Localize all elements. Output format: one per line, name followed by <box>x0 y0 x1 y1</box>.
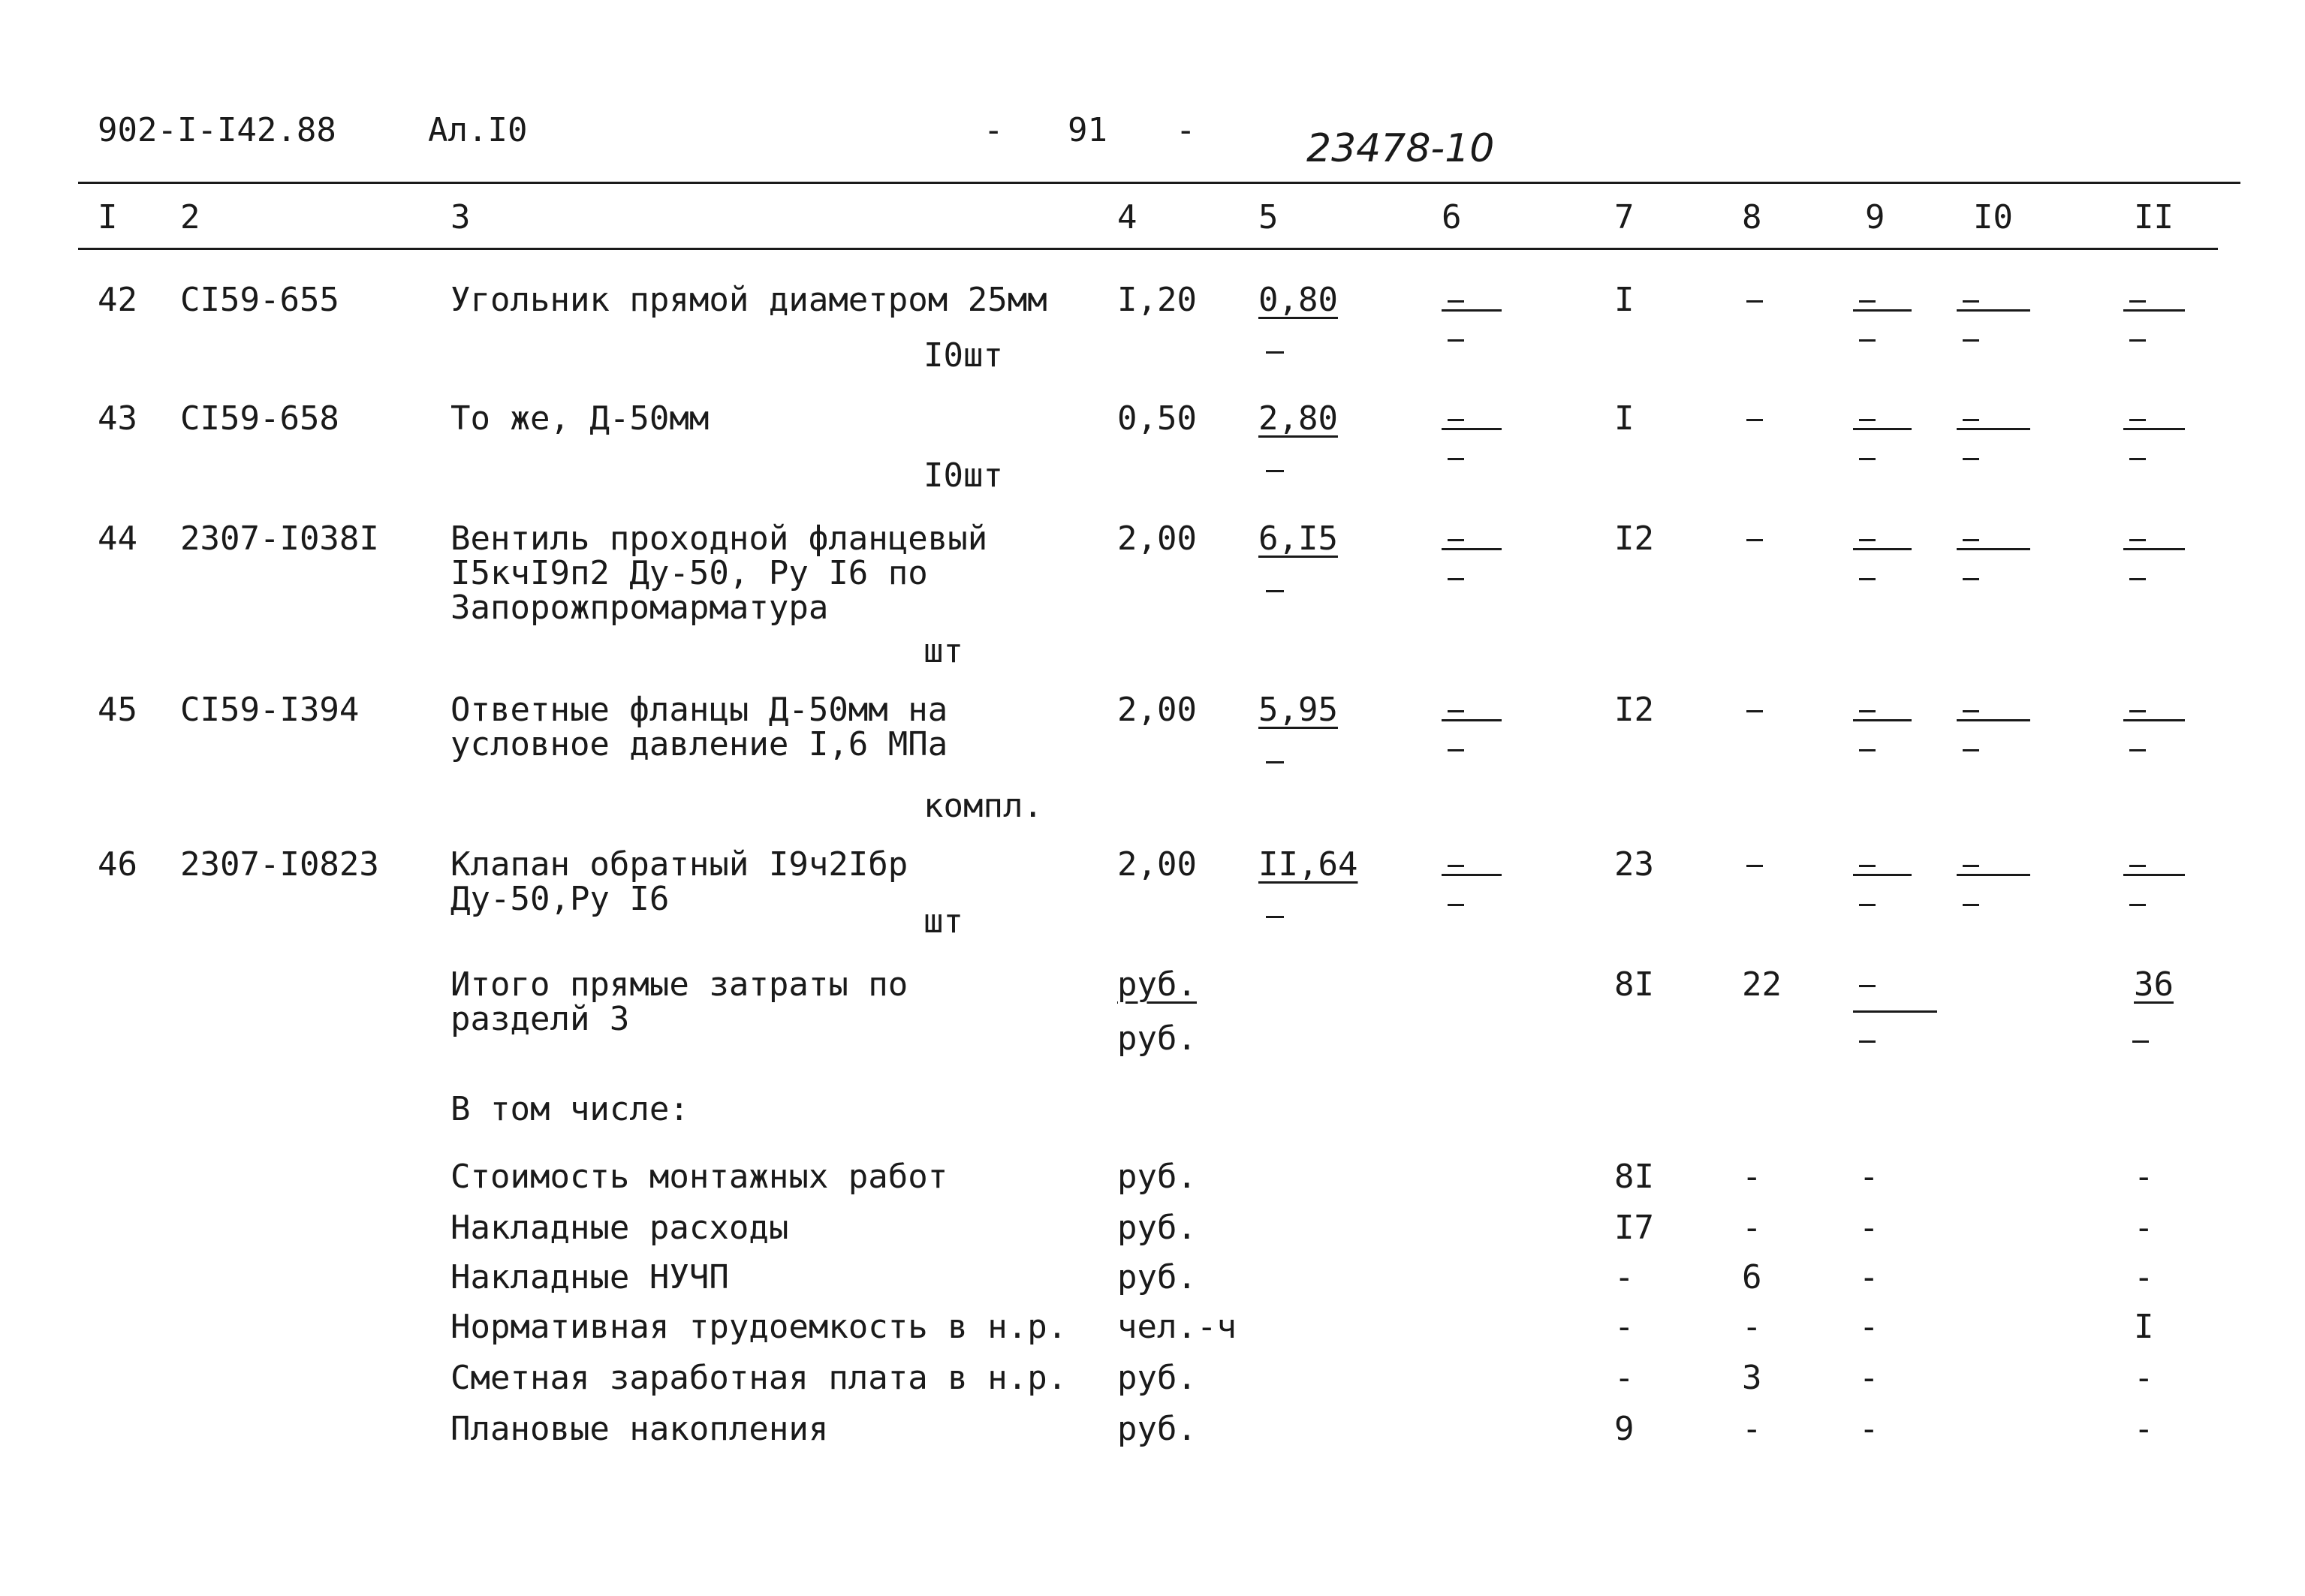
row-number: 43 <box>98 399 137 438</box>
row-col7: I2 <box>1614 691 1654 729</box>
summary-unit: руб. <box>1117 1359 1197 1397</box>
total-unit-bottom: руб. <box>1117 1019 1197 1058</box>
summary-unit: руб. <box>1117 1158 1197 1196</box>
col6-mark-top <box>1448 419 1464 421</box>
column-header-11: II <box>2134 198 2174 236</box>
col6-mark-bottom <box>1448 904 1464 906</box>
row-quantity: 2,00 <box>1117 519 1197 558</box>
row-col7: 23 <box>1614 845 1654 884</box>
total-unit-top: руб. <box>1117 965 1197 1004</box>
summary-col7: I7 <box>1614 1209 1654 1247</box>
row-col7: I <box>1614 399 1635 438</box>
col10-mark-top <box>1963 710 1979 712</box>
column-header-1: I <box>98 198 118 236</box>
summary-label: Накладные расходы <box>450 1209 789 1247</box>
row-unit: I0шт <box>924 336 1003 375</box>
row-code: 2307-I0823 <box>180 845 379 884</box>
col6-mark-bottom <box>1448 339 1464 342</box>
col6-mark-bottom <box>1448 578 1464 580</box>
summary-col9: - <box>1859 1258 1879 1296</box>
summary-label: Нормативная трудоемкость в н.р. <box>450 1308 1068 1346</box>
col6-mark-top <box>1448 300 1464 303</box>
col9-mark-line <box>1853 874 1912 876</box>
col6-mark-line <box>1442 548 1502 550</box>
col9-mark-line <box>1853 309 1912 312</box>
total-col9-line <box>1853 1010 1937 1013</box>
col6-mark-bottom <box>1448 749 1464 751</box>
col9-mark-top <box>1859 865 1876 867</box>
col9-mark-bottom <box>1859 339 1876 342</box>
col9-mark-bottom <box>1859 904 1876 906</box>
row-col8-dash <box>1746 539 1763 541</box>
handwritten-number: 23478-10 <box>1306 126 1495 171</box>
total-label-line: Итого прямые затраты по <box>450 965 908 1004</box>
row-description-line: I5кчI9п2 Ду-50, Ру I6 по <box>450 554 928 592</box>
col9-mark-line <box>1853 428 1912 430</box>
row-price-denominator-dash <box>1266 470 1284 472</box>
row-price: 5,95 <box>1258 691 1338 729</box>
col10-mark-top <box>1963 300 1979 303</box>
row-price: 6,I5 <box>1258 519 1338 558</box>
header-bottom-rule <box>78 248 2218 250</box>
row-number: 44 <box>98 519 137 558</box>
row-code: CI59-655 <box>180 281 339 319</box>
col11-mark-bottom <box>2129 339 2146 342</box>
row-code: 2307-I038I <box>180 519 379 558</box>
row-price: 2,80 <box>1258 399 1338 438</box>
col6-mark-top <box>1448 710 1464 712</box>
row-description-line: Запорожпромарматура <box>450 589 829 627</box>
row-quantity: I,20 <box>1117 281 1197 319</box>
col9-mark-bottom <box>1859 578 1876 580</box>
row-description-line: Клапан обратный I9ч2Iбр <box>450 845 908 884</box>
col11-mark-line <box>2123 874 2185 876</box>
row-code: CI59-I394 <box>180 691 360 729</box>
header-top-rule <box>78 182 2240 184</box>
summary-col11: I <box>2134 1308 2154 1346</box>
col11-mark-line <box>2123 309 2185 312</box>
summary-unit: руб. <box>1117 1209 1197 1247</box>
col10-mark-bottom <box>1963 578 1979 580</box>
row-number: 46 <box>98 845 137 884</box>
row-description-line: Ответные фланцы Д-50мм на <box>450 691 948 729</box>
summary-unit: руб. <box>1117 1258 1197 1296</box>
col9-mark-top <box>1859 419 1876 421</box>
summary-col11: - <box>2134 1410 2154 1448</box>
col6-mark-line <box>1442 719 1502 721</box>
summary-col8: - <box>1742 1308 1762 1346</box>
col10-mark-line <box>1957 548 2030 550</box>
total-col7: 8I <box>1614 965 1654 1004</box>
row-unit: компл. <box>924 787 1043 825</box>
row-price: 0,80 <box>1258 281 1338 319</box>
summary-col9: - <box>1859 1158 1879 1196</box>
summary-col8: 6 <box>1742 1258 1762 1296</box>
summary-col8: 3 <box>1742 1359 1762 1397</box>
summary-col7: - <box>1614 1258 1635 1296</box>
column-header-9: 9 <box>1865 198 1885 236</box>
col11-mark-line <box>2123 719 2185 721</box>
col6-mark-bottom <box>1448 458 1464 460</box>
summary-label: Плановые накопления <box>450 1410 829 1448</box>
total-col9-bottom <box>1859 1040 1876 1043</box>
summary-unit: чел.-ч <box>1117 1308 1237 1346</box>
summary-col9: - <box>1859 1308 1879 1346</box>
col9-mark-line <box>1853 719 1912 721</box>
col6-mark-top <box>1448 539 1464 541</box>
summary-label: Стоимость монтажных работ <box>450 1158 948 1196</box>
col11-mark-top <box>2129 419 2146 421</box>
row-col8-dash <box>1746 300 1763 303</box>
col11-mark-top <box>2129 300 2146 303</box>
including-label: В том числе: <box>450 1090 689 1128</box>
row-number: 42 <box>98 281 137 319</box>
summary-label: Сметная заработная плата в н.р. <box>450 1359 1068 1397</box>
row-price-denominator-dash <box>1266 351 1284 354</box>
summary-col11: - <box>2134 1258 2154 1296</box>
col11-mark-top <box>2129 539 2146 541</box>
row-price: II,64 <box>1258 845 1358 884</box>
row-description-line: условное давление I,6 МПа <box>450 725 948 763</box>
row-description-line: Ду-50,Ру I6 <box>450 880 670 918</box>
column-header-7: 7 <box>1614 198 1635 236</box>
summary-col9: - <box>1859 1209 1879 1247</box>
col11-mark-bottom <box>2129 749 2146 751</box>
row-col8-dash <box>1746 710 1763 712</box>
row-unit: шт <box>924 902 963 941</box>
row-number: 45 <box>98 691 137 729</box>
summary-col9: - <box>1859 1359 1879 1397</box>
col11-mark-bottom <box>2129 458 2146 460</box>
col11-mark-top <box>2129 710 2146 712</box>
col10-mark-top <box>1963 865 1979 867</box>
col6-mark-line <box>1442 874 1502 876</box>
total-label-line: разделй 3 <box>450 1000 630 1038</box>
row-description-line: То же, Д-50мм <box>450 399 710 438</box>
col10-mark-line <box>1957 309 2030 312</box>
page-dash-right: - <box>1176 111 1196 149</box>
row-price-denominator-dash <box>1266 916 1284 918</box>
row-description-line: Вентиль проходной фланцевый <box>450 519 988 558</box>
col11-mark-line <box>2123 548 2185 550</box>
summary-unit: руб. <box>1117 1410 1197 1448</box>
row-quantity: 2,00 <box>1117 845 1197 884</box>
row-col8-dash <box>1746 865 1763 867</box>
row-price-denominator-dash <box>1266 761 1284 763</box>
col10-mark-line <box>1957 428 2030 430</box>
document-code: 902-I-I42.88 <box>98 111 336 149</box>
col9-mark-line <box>1853 548 1912 550</box>
row-col7: I <box>1614 281 1635 319</box>
column-header-6: 6 <box>1442 198 1462 236</box>
col6-mark-line <box>1442 428 1502 430</box>
sheet-number: Ал.I0 <box>428 111 528 149</box>
summary-col8: - <box>1742 1410 1762 1448</box>
col9-mark-top <box>1859 300 1876 303</box>
col11-mark-top <box>2129 865 2146 867</box>
col10-mark-bottom <box>1963 749 1979 751</box>
col10-mark-top <box>1963 419 1979 421</box>
col10-mark-top <box>1963 539 1979 541</box>
col9-mark-bottom <box>1859 458 1876 460</box>
page-number: 91 <box>1068 111 1107 149</box>
col9-mark-top <box>1859 539 1876 541</box>
summary-col7: 9 <box>1614 1410 1635 1448</box>
summary-label: Накладные НУЧП <box>450 1258 729 1296</box>
col6-mark-line <box>1442 309 1502 312</box>
column-header-2: 2 <box>180 198 200 236</box>
col10-mark-line <box>1957 719 2030 721</box>
col6-mark-top <box>1448 865 1464 867</box>
row-quantity: 2,00 <box>1117 691 1197 729</box>
row-unit: I0шт <box>924 456 1003 495</box>
col10-mark-bottom <box>1963 458 1979 460</box>
page-dash-left: - <box>984 111 1004 149</box>
total-col8: 22 <box>1742 965 1782 1004</box>
col11-mark-bottom <box>2129 904 2146 906</box>
column-header-5: 5 <box>1258 198 1279 236</box>
summary-col8: - <box>1742 1158 1762 1196</box>
row-price-denominator-dash <box>1266 590 1284 592</box>
column-header-3: 3 <box>450 198 471 236</box>
total-col11: 36 <box>2134 965 2174 1004</box>
row-unit: шт <box>924 632 963 670</box>
summary-col7: - <box>1614 1308 1635 1346</box>
column-header-10: I0 <box>1973 198 2013 236</box>
column-header-8: 8 <box>1742 198 1762 236</box>
col10-mark-bottom <box>1963 339 1979 342</box>
col9-mark-top <box>1859 710 1876 712</box>
row-description-line: Угольник прямой диаметром 25мм <box>450 281 1047 319</box>
col10-mark-line <box>1957 874 2030 876</box>
summary-col7: - <box>1614 1359 1635 1397</box>
summary-col9: - <box>1859 1410 1879 1448</box>
summary-col7: 8I <box>1614 1158 1654 1196</box>
summary-col11: - <box>2134 1359 2154 1397</box>
col11-mark-line <box>2123 428 2185 430</box>
row-col7: I2 <box>1614 519 1654 558</box>
summary-col11: - <box>2134 1209 2154 1247</box>
column-header-4: 4 <box>1117 198 1137 236</box>
total-col9-dash <box>1859 985 1876 987</box>
summary-col11: - <box>2134 1158 2154 1196</box>
col11-mark-bottom <box>2129 578 2146 580</box>
row-code: CI59-658 <box>180 399 339 438</box>
row-quantity: 0,50 <box>1117 399 1197 438</box>
total-col11-bottom <box>2132 1040 2149 1043</box>
col10-mark-bottom <box>1963 904 1979 906</box>
col9-mark-bottom <box>1859 749 1876 751</box>
row-col8-dash <box>1746 419 1763 421</box>
summary-col8: - <box>1742 1209 1762 1247</box>
